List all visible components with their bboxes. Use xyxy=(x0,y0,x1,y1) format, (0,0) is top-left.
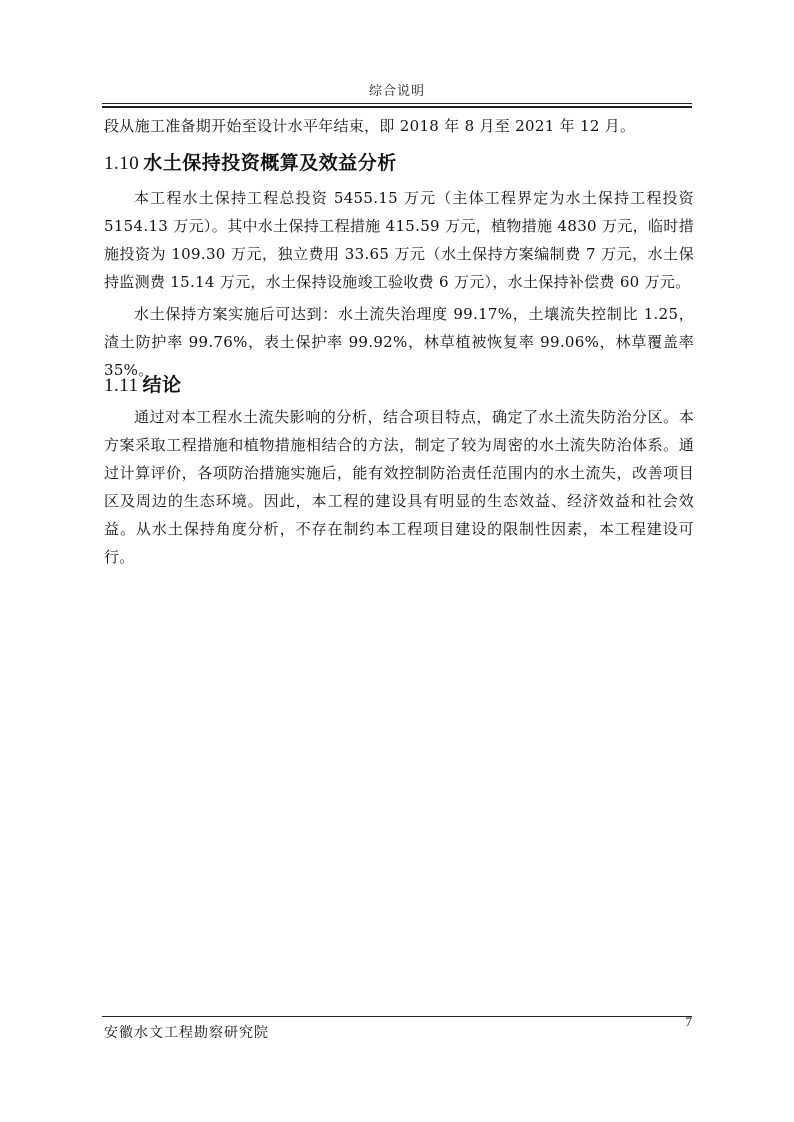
section-heading-1-11 xyxy=(104,370,182,397)
section-heading-1-10 xyxy=(104,148,397,175)
section-title: 结论 xyxy=(142,374,182,396)
header-divider xyxy=(102,103,692,104)
footer-organization: 安徽水文工程勘察研究院 xyxy=(104,1025,269,1041)
page-header-title: 综合说明 xyxy=(368,84,425,99)
section-number: 1.11 xyxy=(104,375,139,396)
page-number: 7 xyxy=(685,1014,692,1029)
footer-divider xyxy=(102,1016,692,1017)
section-1-11-body xyxy=(104,403,694,571)
header-divider-thick xyxy=(102,106,692,108)
continuation-block xyxy=(104,112,694,140)
paragraph: 本工程水土保持工程总投资 5455.15 万元（主体工程界定为水土保持工程投资 5154.13 万元）。其中水土保持工程措施 415.59 万元，植物措施 4830 万元，临时措施投资为 109.30 万元，独立费用 33.65 万元（水土保持方案编制费 7 万元，水土保持监测费 15.14 万元，水土保持设施竣工验收费 6 万元），水土保持补偿费 60 万元。 xyxy=(104,189,694,291)
section-number: 1.10 xyxy=(104,153,140,174)
paragraph: 水土保持方案实施后可达到：水土流失治理度 99.17%，土壤流失控制比 1.25，渣土防护率 99.76%，表土保护率 99.92%，林草植被恢复率 99.06%，林草覆盖率 35%。 xyxy=(104,305,694,379)
continuation-paragraph: 段从施工准备期开始至设计水平年结束，即 2018 年 8 月至 2021 年 12 月。 xyxy=(104,117,636,135)
section-title: 水土保持投资概算及效益分析 xyxy=(143,152,397,174)
section-1-10-body xyxy=(104,184,694,384)
paragraph: 通过对本工程水土流失影响的分析，结合项目特点，确定了水土流失防治分区。本方案采取工程措施和植物措施相结合的方法，制定了较为周密的水土流失防治体系。通过计算评价，各项防治措施实施后，能有效控制防治责任范围内的水土流失，改善项目区及周边的生态环境。因此，本工程的建设具有明显的生态效益、经济效益和社会效益。从水土保持角度分析，不存在制约本工程项目建设的限制性因素，本工程建设可行。 xyxy=(104,408,694,566)
